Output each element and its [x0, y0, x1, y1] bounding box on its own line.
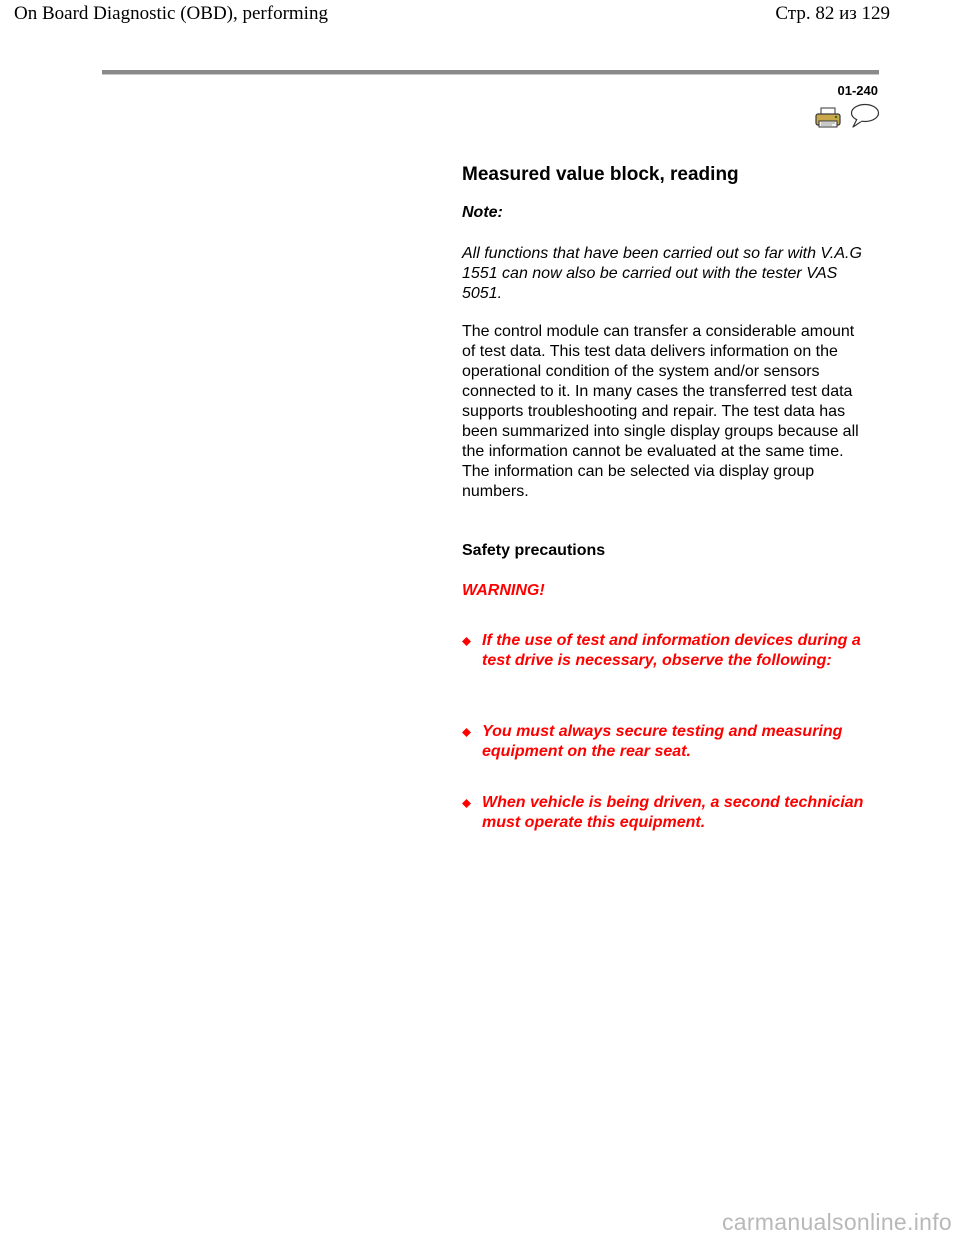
warning-item-text: You must always secure testing and measuring equipment on the rear seat.	[482, 723, 843, 760]
header-document-title: On Board Diagnostic (OBD), performing	[14, 3, 328, 24]
warning-label: WARNING!	[462, 582, 545, 599]
note-text: All functions that have been carried out so far with V.A.G 1551 can now also be carried out with the tester VAS 5051.	[462, 245, 862, 302]
printer-icon[interactable]	[815, 107, 841, 129]
header-page-info: Стр. 82 из 129	[775, 3, 890, 24]
body-paragraph: The control module can transfer a considerable amount of test data. This test data delivers information on the operational condition of the system and/or sensors connected to it. In many cases the transferred test data supports troubleshooting and repair. The test data has been summarized into single display groups because all the information cannot be evaluated at the same time. The information can be selected via display group numbers.	[462, 323, 859, 500]
warning-item	[462, 722, 872, 762]
warning-item	[462, 631, 872, 671]
diamond-bullet-icon	[462, 637, 471, 646]
safety-heading: Safety precautions	[462, 542, 606, 559]
document-number: 01-240	[837, 83, 878, 98]
diamond-bullet-icon	[462, 728, 471, 737]
speech-bubble-icon[interactable]	[848, 103, 880, 129]
warning-item-text: When vehicle is being driven, a second technician must operate this equipment.	[482, 794, 864, 831]
warning-item	[462, 793, 872, 833]
site-watermark: carmanualsonline.info	[721, 1209, 952, 1235]
section-title: Measured value block, reading	[462, 164, 739, 185]
warning-item-text: If the use of test and information devices during a test drive is necessary, observe the following:	[482, 632, 861, 669]
diamond-bullet-icon	[462, 799, 471, 808]
note-label: Note:	[462, 204, 503, 221]
header-rule	[102, 70, 879, 75]
